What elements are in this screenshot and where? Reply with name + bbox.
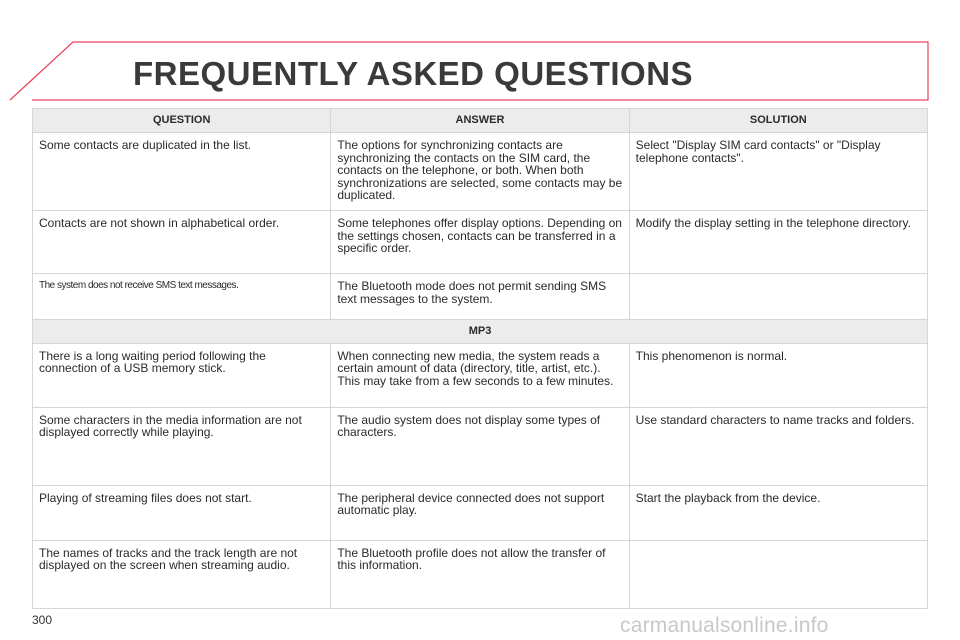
question-cell: The names of tracks and the track length are not displayed on the screen when streaming audio.: [33, 540, 331, 608]
question-cell: The system does not receive SMS text messages.: [33, 274, 331, 320]
table-header-row: [33, 109, 928, 133]
solution-cell: This phenomenon is normal.: [629, 343, 927, 407]
table-row: [33, 485, 928, 540]
section-row-mp3: [33, 320, 928, 344]
answer-cell: The Bluetooth profile does not allow the transfer of this information.: [331, 540, 629, 608]
solution-cell: Select "Display SIM card contacts" or "Display telephone contacts".: [629, 133, 927, 211]
table-row: [33, 540, 928, 608]
answer-cell: The options for synchronizing contacts are synchronizing the contacts on the SIM card, the contacts on the telephone, or both. When both synchronizations are selected, some contacts may be duplicated.: [331, 133, 629, 211]
question-cell: Some characters in the media information are not displayed correctly while playing.: [33, 407, 331, 485]
solution-cell: Modify the display setting in the telephone directory.: [629, 211, 927, 274]
solution-cell: [629, 540, 927, 608]
question-cell: Playing of streaming files does not start.: [33, 485, 331, 540]
table-row: [33, 274, 928, 320]
solution-cell: Start the playback from the device.: [629, 485, 927, 540]
column-header-answer: ANSWER: [331, 109, 629, 133]
question-cell: Some contacts are duplicated in the list.: [33, 133, 331, 211]
solution-cell: Use standard characters to name tracks and folders.: [629, 407, 927, 485]
table-row: [33, 343, 928, 407]
answer-cell: The audio system does not display some types of characters.: [331, 407, 629, 485]
answer-cell: Some telephones offer display options. Depending on the settings chosen, contacts can be transferred in a specific order.: [331, 211, 629, 274]
column-header-solution: SOLUTION: [629, 109, 927, 133]
question-cell: There is a long waiting period following the connection of a USB memory stick.: [33, 343, 331, 407]
faq-table: [32, 108, 928, 609]
table-row: [33, 211, 928, 274]
page-title: FREQUENTLY ASKED QUESTIONS: [133, 55, 694, 92]
section-label-mp3: MP3: [33, 320, 928, 344]
answer-cell: The peripheral device connected does not support automatic play.: [331, 485, 629, 540]
answer-cell: When connecting new media, the system reads a certain amount of data (directory, title, artist, etc.). This may take from a few seconds to a few minutes.: [331, 343, 629, 407]
question-cell: Contacts are not shown in alphabetical order.: [33, 211, 331, 274]
page-number: 300: [32, 613, 53, 627]
answer-cell: The Bluetooth mode does not permit sending SMS text messages to the system.: [331, 274, 629, 320]
column-header-question: QUESTION: [33, 109, 331, 133]
table-row: [33, 407, 928, 485]
watermark: carmanualsonline.info: [620, 614, 829, 637]
solution-cell: [629, 274, 927, 320]
table-row: [33, 133, 928, 211]
